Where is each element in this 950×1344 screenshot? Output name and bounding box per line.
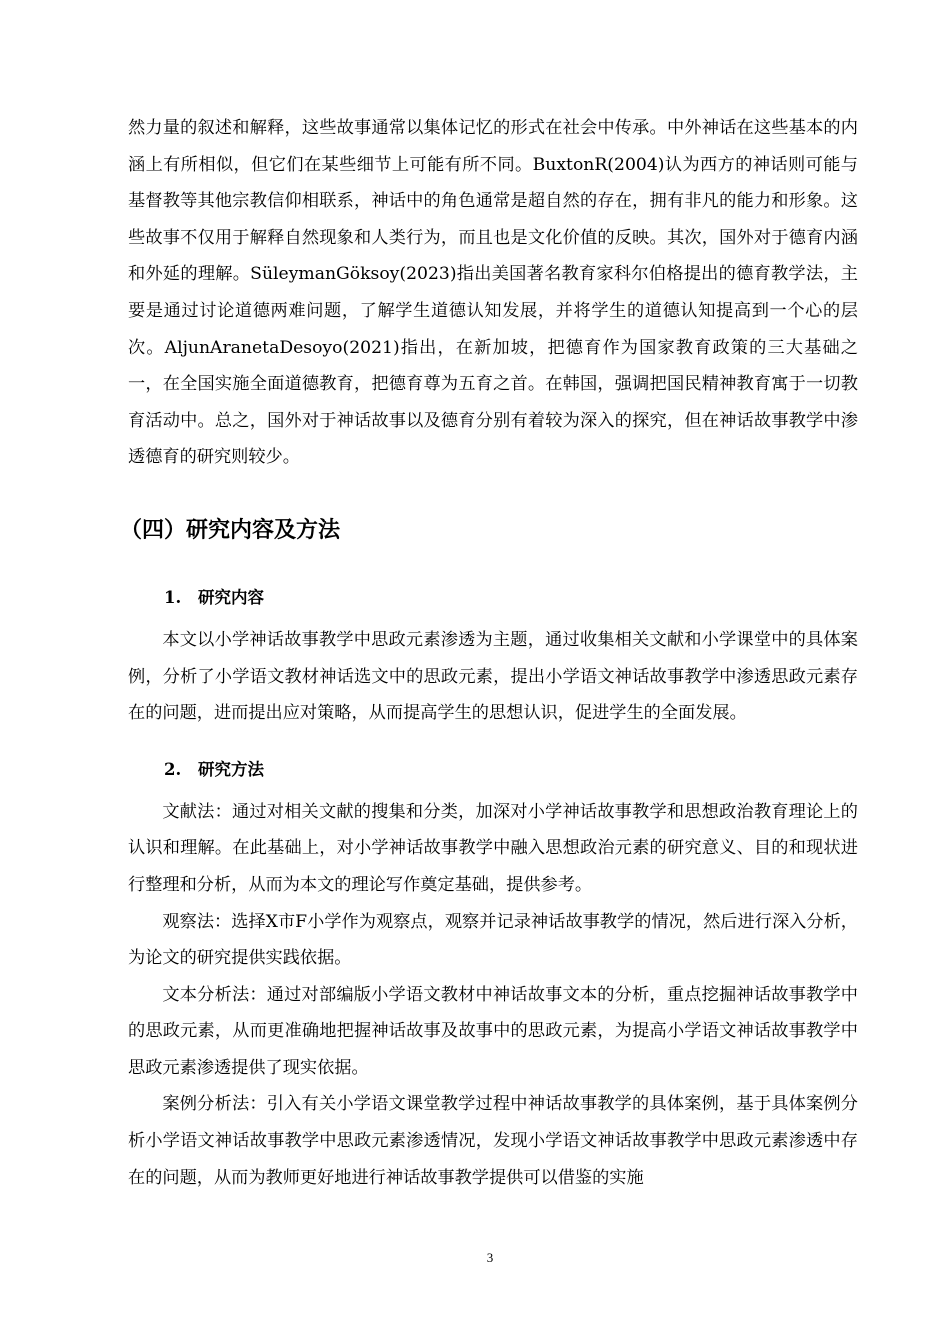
section-title: （四）研究内容及方法 — [120, 517, 341, 543]
subsection-label: 研究内容 — [198, 587, 264, 607]
intro-paragraph: 然力量的叙述和解释，这些故事通常以集体记忆的形式在社会中传承。中外神话在这些基本的内涵上有所相似，但它们在某些细节上可能有所不同。BuxtonR(2004)认为西方的神话则可能与基督教等其他宗教信仰相联系，神话中的角色通常是超自然的存在，拥有非凡的能力和形象。这些故事不仅用于解释自然现象和人类行为，而且也是文化价值的反映。其次，国外对于德育内涵和外延的理解。SüleymanGöksoy(2023)指出美国著名教育家科尔伯格提出的德育教学法，主要是通过讨论道德两难问题，了解学生道德认知发展，并将学生的道德认知提高到一个心的层次。AljunAranetaDesoyo(2021)指出，在新加坡，把德育作为国家教育政策的三大基础之一，在全国实施全面道德教育，把德育尊为五育之首。在韩国，强调把国民精神教育寓于一切教育活动中。总之，国外对于神话故事以及德育分别有着较为深入的探究，但在神话故事教学中渗透德育的研究则较少。 — [128, 118, 858, 468]
research-content-paragraph: 本文以小学神话故事教学中思政元素渗透为主题，通过收集相关文献和小学课堂中的具体案例，分析了小学语文教材神话选文中的思政元素，提出小学语文神话故事教学中渗透思政元素存在的问题，进而提出应对策略，从而提高学生的思想认识，促进学生的全面发展。 — [128, 629, 858, 724]
subsection-number: 2. — [164, 759, 182, 779]
method-case-analysis-paragraph: 案例分析法：引入有关小学语文课堂教学过程中神话故事教学的具体案例，基于具体案例分析小学语文神话故事教学中思政元素渗透情况，发现小学语文神话故事教学中思政元素渗透中存在的问题，从而为教师更好地进行神话故事教学提供可以借鉴的实施 — [128, 1094, 858, 1188]
page-number: 3 — [486, 1250, 494, 1265]
document-page — [120, 110, 858, 1196]
spacer — [128, 782, 858, 794]
method-observation-paragraph: 观察法：选择X市F小学作为观察点，观察并记录神话故事教学的情况，然后进行深入分析，为论文的研究提供实践依据。 — [128, 911, 858, 969]
spacer — [128, 476, 858, 516]
spacer — [128, 732, 858, 758]
method-text-analysis-paragraph: 文本分析法：通过对部编版小学语文教材中神话故事文本的分析，重点挖掘神话故事教学中的思政元素，从而更准确地把握神话故事及故事中的思政元素，为提高小学语文神话故事教学中思政元素渗透提供了现实依据。 — [128, 984, 858, 1078]
spacer — [128, 610, 858, 622]
subsection-number: 1. — [164, 587, 182, 607]
spacer — [128, 546, 858, 586]
subsection-label: 研究方法 — [198, 759, 264, 779]
subsection-title-research-methods — [128, 758, 858, 782]
method-literature-paragraph: 文献法：通过对相关文献的搜集和分类，加深对小学神话故事教学和思想政治教育理论上的认识和理解。在此基础上，对小学神话故事教学中融入思想政治元素的研究意义、目的和现状进行整理和分析，从而为本文的理论写作奠定基础，提供参考。 — [128, 801, 858, 895]
subsection-title-research-content — [128, 586, 858, 610]
